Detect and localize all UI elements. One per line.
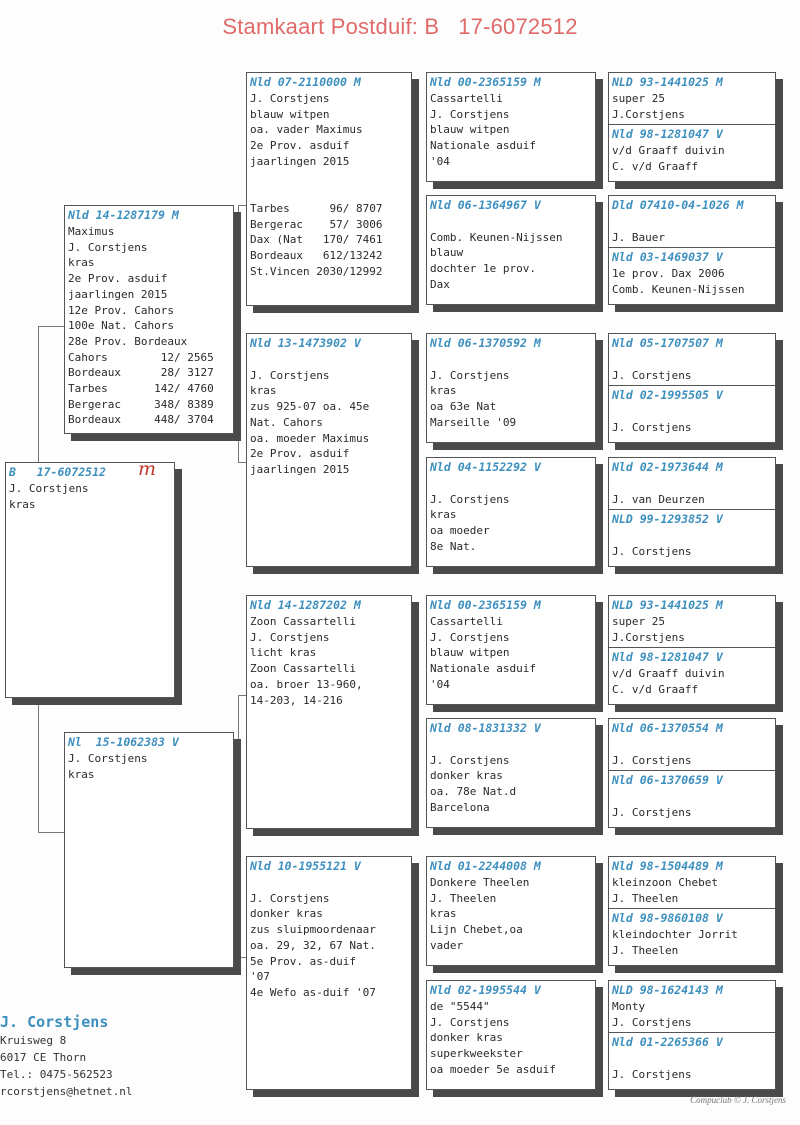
grandparent-box	[246, 72, 412, 306]
ring-number: Nld 06-1364967 V	[430, 198, 541, 212]
pigeon-details: J. van Deurzen	[612, 492, 705, 506]
grandparent-box	[246, 333, 412, 567]
great-grandparent-box	[426, 980, 596, 1090]
ancestor-pair-box	[608, 718, 776, 828]
mother-box	[64, 732, 234, 968]
ancestor-dam	[609, 124, 775, 181]
great-grandparent-box	[426, 195, 596, 305]
owner-city: 6017 CE Thorn	[0, 1051, 87, 1064]
ring-number: Nld 98-1281047 V	[612, 127, 723, 141]
pigeon-details: J. Corstjens	[612, 420, 692, 434]
ancestor-pair-box	[608, 856, 776, 966]
subject-details: J. Corstjens kras	[9, 482, 89, 511]
ancestor-pair-box	[608, 195, 776, 305]
ancestor-dam	[609, 770, 775, 827]
owner-name: J. Corstjens	[0, 1013, 109, 1031]
grandparent-details: Zoon Cassartelli J. Corstjens licht kras Zoon Cassartelli oa. broer 13-960, 14-203, 14-216	[250, 615, 363, 707]
pigeon-details: kleinzoon Chebet J. Theelen	[612, 876, 718, 905]
ancestor-pair-box	[608, 333, 776, 443]
ring-number: Nld 05-1707507 M	[612, 336, 723, 350]
pigeon-details: J. Corstjens	[612, 544, 692, 558]
ancestor-dam	[609, 509, 775, 566]
page-title: Stamkaart Postduif: B 17-6072512	[222, 14, 578, 39]
pigeon-details: v/d Graaff duivin C. v/d Graaff	[612, 144, 725, 173]
grandparent-box	[246, 856, 412, 1090]
pigeon-details: Donkere Theelen J. Theelen kras Lijn Chebet,oa vader	[430, 876, 530, 952]
ring-number: Nld 01-2265366 V	[612, 1035, 723, 1049]
owner-email: rcorstjens@hetnet.nl	[0, 1085, 133, 1098]
ring-number: Nld 08-1831332 V	[430, 721, 541, 735]
grandparent-details: J. Corstjens kras zus 925-07 oa. 45e Nat. Cahors oa. moeder Maximus 2e Prov. asduif jaarlingen 2015	[250, 368, 370, 476]
pigeon-details: J. Corstjens	[612, 805, 692, 819]
ring-number: Nld 02-1995544 V	[430, 983, 541, 997]
pigeon-details: de "5544" J. Corstjens donker kras superkweekster oa moeder 5e asduif	[430, 1000, 556, 1076]
pigeon-details: J. Corstjens donker kras oa. 78e Nat.d Barcelona	[430, 753, 517, 814]
pigeon-details: super 25 J.Corstjens	[612, 92, 685, 121]
grandparent-ring: Nld 14-1287202 M	[250, 598, 361, 612]
owner-address: Kruisweg 8	[0, 1034, 67, 1047]
pigeon-details: Comb. Keunen-Nijssen blauw dochter 1e prov. Dax	[430, 230, 563, 291]
connector-line	[238, 462, 246, 463]
father-box	[64, 205, 234, 434]
pigeon-details: J. Bauer	[612, 230, 665, 244]
pigeon-details: J. Corstjens	[612, 753, 692, 767]
great-grandparent-box	[426, 856, 596, 966]
connector-line	[238, 957, 246, 958]
ancestor-pair-box	[608, 595, 776, 705]
ancestor-pair-box	[608, 72, 776, 182]
connector-line	[38, 326, 64, 327]
ancestor-dam	[609, 908, 775, 965]
great-grandparent-box	[426, 457, 596, 567]
owner-phone: Tel.: 0475-562523	[0, 1068, 113, 1081]
great-grandparent-box	[426, 333, 596, 443]
pigeon-details: J. Corstjens kras oa moeder 8e Nat.	[430, 492, 510, 553]
owner-info	[0, 1012, 132, 1100]
pigeon-details: J. Corstjens	[612, 1067, 692, 1081]
subject-ring: B 17-6072512	[9, 465, 106, 479]
ancestor-dam	[609, 385, 775, 442]
mother-details: J. Corstjens kras	[68, 752, 148, 781]
ring-number: Nld 03-1469037 V	[612, 250, 723, 264]
grandparent-ring: Nld 10-1955121 V	[250, 859, 361, 873]
pigeon-details: kleindochter Jorrit J. Theelen	[612, 928, 738, 957]
grandparent-box	[246, 595, 412, 829]
ring-number: Nld 98-1504489 M	[612, 859, 723, 873]
great-grandparent-box	[426, 595, 596, 705]
ring-number: Nld 06-1370659 V	[612, 773, 723, 787]
ancestor-pair-box	[608, 980, 776, 1090]
grandparent-ring: Nld 13-1473902 V	[250, 336, 361, 350]
pigeon-details: super 25 J.Corstjens	[612, 615, 685, 644]
ring-number: NLD 99-1293852 V	[612, 512, 723, 526]
ring-number: Nld 06-1370554 M	[612, 721, 723, 735]
ring-number: Nld 00-2365159 M	[430, 75, 541, 89]
ring-number: Nld 04-1152292 V	[430, 460, 541, 474]
pigeon-details: Monty J. Corstjens	[612, 1000, 692, 1029]
ring-number: NLD 93-1441025 M	[612, 75, 723, 89]
grandparent-ring: Nld 07-2110000 M	[250, 75, 361, 89]
ancestor-pair-box	[608, 457, 776, 567]
ring-number: Nld 02-1995505 V	[612, 388, 723, 402]
ring-number: Nld 06-1370592 M	[430, 336, 541, 350]
great-grandparent-box	[426, 718, 596, 828]
ring-number: Dld 07410-04-1026 M	[612, 198, 744, 212]
pigeon-details: J. Corstjens	[612, 368, 692, 382]
ring-number: Nld 98-1281047 V	[612, 650, 723, 664]
ring-number: Nld 01-2244008 M	[430, 859, 541, 873]
ancestor-dam	[609, 647, 775, 704]
father-ring: Nld 14-1287179 M	[68, 208, 179, 222]
ancestor-dam	[609, 247, 775, 304]
connector-line	[38, 832, 64, 833]
footer-credit: Compuclub © J. Corstjens	[690, 1095, 786, 1105]
great-grandparent-box	[426, 72, 596, 182]
pigeon-details: J. Corstjens kras oa 63e Nat Marseille '09	[430, 368, 517, 429]
subject-box	[5, 462, 175, 698]
pigeon-details: Cassartelli J. Corstjens blauw witpen Nationale asduif '04	[430, 92, 536, 168]
pigeon-details: Cassartelli J. Corstjens blauw witpen Nationale asduif '04	[430, 615, 536, 691]
grandparent-details: J. Corstjens donker kras zus sluipmoordenaar oa. 29, 32, 67 Nat. 5e Prov. as-duif '07 4e Wefo as-duif '07	[250, 891, 376, 999]
ring-number: NLD 93-1441025 M	[612, 598, 723, 612]
connector-line	[238, 205, 239, 462]
connector-line	[238, 205, 246, 206]
mother-ring: Nl 15-1062383 V	[68, 735, 179, 749]
connector-line	[238, 695, 246, 696]
father-details: Maximus J. Corstjens kras 2e Prov. asduif jaarlingen 2015 12e Prov. Cahors 100e Nat. Cahors 28e Prov. Bordeaux Cahors 12/ 2565 Bordeaux 28/ 3127 Tarbes 142/ 4760 Bergerac 348/ 8389 Bordeaux 448/ 3704	[68, 225, 214, 427]
pigeon-details: v/d Graaff duivin C. v/d Graaff	[612, 667, 725, 696]
pigeon-details: 1e prov. Dax 2006 Comb. Keunen-Nijssen	[612, 267, 745, 296]
ring-number: Nld 98-9860108 V	[612, 911, 723, 925]
connector-line	[238, 695, 239, 957]
ring-number: Nld 02-1973644 M	[612, 460, 723, 474]
ring-number: Nld 00-2365159 M	[430, 598, 541, 612]
handwritten-mark: m	[138, 458, 157, 480]
ancestor-dam	[609, 1032, 775, 1089]
grandparent-details: J. Corstjens blauw witpen oa. vader Maximus 2e Prov. asduif jaarlingen 2015 Tarbes 96/ 8707 Bergerac 57/ 3006 Dax (Nat 170/ 7461 Bordeaux 612/13242 St.Vincen 2030/12992	[250, 92, 383, 278]
ring-number: NLD 98-1624143 M	[612, 983, 723, 997]
